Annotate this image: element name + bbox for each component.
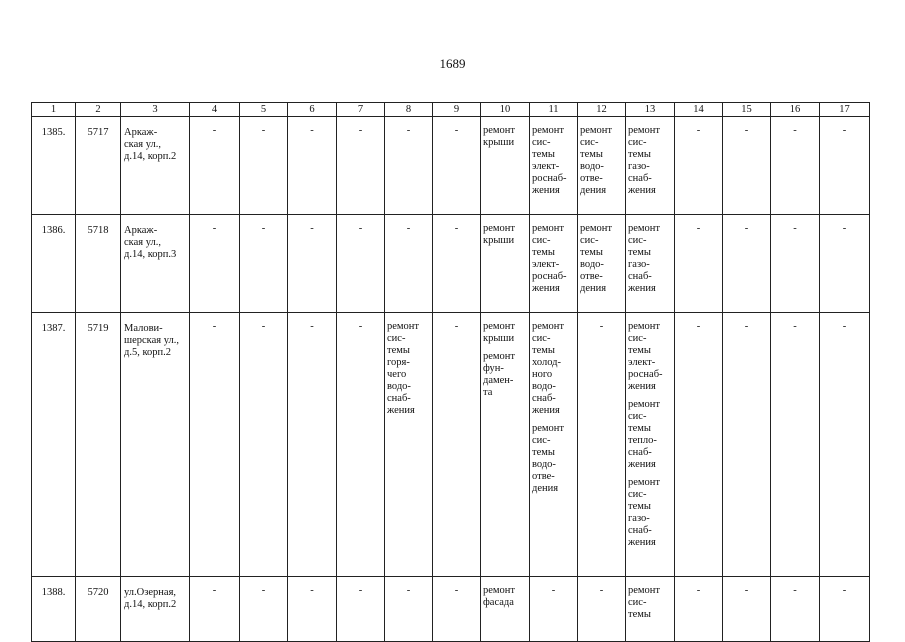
col-header: 2 — [76, 103, 121, 117]
cell-c14: - — [675, 313, 723, 577]
col-header: 1 — [32, 103, 76, 117]
building-address: Аркаж- ская ул., д.14, корп.2 — [121, 117, 190, 215]
row-number: 1386. — [32, 215, 76, 313]
cell-c14: - — [675, 117, 723, 215]
work-item: ремонт сис- темы газо- снаб- жения — [628, 223, 661, 294]
building-code: 5718 — [76, 215, 121, 313]
col-header: 4 — [190, 103, 240, 117]
col-header: 7 — [337, 103, 385, 117]
col-header: 17 — [820, 103, 870, 117]
work-cell-c8 — [385, 215, 433, 313]
cell-c4: - — [190, 117, 240, 215]
work-cell-c12 — [578, 577, 626, 642]
work-item: ремонт крыши — [483, 223, 516, 246]
cell-c4: - — [190, 577, 240, 642]
work-cell-c12 — [578, 215, 626, 313]
work-cell-c12 — [578, 117, 626, 215]
work-item: ремонт сис- темы холод- ного водо- снаб- жения — [532, 321, 565, 416]
work-item: ремонт сис- темы газо- снаб- жения — [628, 125, 661, 196]
work-cell-c11 — [530, 577, 578, 642]
cell-c7: - — [337, 117, 385, 215]
row-number: 1388. — [32, 577, 76, 642]
col-header: 8 — [385, 103, 433, 117]
table-row — [32, 577, 870, 642]
work-item: ремонт сис- темы горя- чего водо- снаб- жения — [387, 321, 420, 416]
cell-c9: - — [433, 577, 481, 642]
work-cell-c8 — [385, 313, 433, 577]
building-code: 5719 — [76, 313, 121, 577]
cell-c7: - — [337, 313, 385, 577]
col-header: 16 — [771, 103, 820, 117]
work-item: - — [599, 321, 604, 332]
work-item: ремонт крыши — [483, 321, 516, 344]
work-cell-c8 — [385, 577, 433, 642]
col-header: 5 — [240, 103, 288, 117]
cell-c5: - — [240, 215, 288, 313]
cell-c6: - — [288, 577, 337, 642]
work-item: - — [551, 585, 556, 596]
building-address: Малови- шерская ул., д.5, корп.2 — [121, 313, 190, 577]
building-address: Аркаж- ская ул., д.14, корп.3 — [121, 215, 190, 313]
work-item: ремонт фасада — [483, 585, 516, 608]
col-header: 9 — [433, 103, 481, 117]
col-header: 14 — [675, 103, 723, 117]
cell-c6: - — [288, 313, 337, 577]
cell-c17: - — [820, 117, 870, 215]
work-item: ремонт сис- темы водо- отве- дения — [580, 223, 613, 294]
work-item: - — [406, 223, 411, 234]
col-header: 15 — [723, 103, 771, 117]
work-cell-c10 — [481, 313, 530, 577]
table-row — [32, 313, 870, 577]
cell-c5: - — [240, 577, 288, 642]
work-cell-c13 — [626, 117, 675, 215]
work-item: ремонт сис- темы элект- роснаб- жения — [628, 321, 663, 392]
table-row — [32, 117, 870, 215]
cell-c5: - — [240, 313, 288, 577]
col-header: 12 — [578, 103, 626, 117]
work-cell-c13 — [626, 215, 675, 313]
row-number: 1387. — [32, 313, 76, 577]
work-item: ремонт сис- темы газо- снаб- жения — [628, 477, 661, 548]
work-item: ремонт сис- темы элект- роснаб- жения — [532, 125, 567, 196]
cell-c15: - — [723, 313, 771, 577]
work-cell-c10 — [481, 117, 530, 215]
cell-c7: - — [337, 577, 385, 642]
col-header: 6 — [288, 103, 337, 117]
cell-c14: - — [675, 215, 723, 313]
cell-c9: - — [433, 117, 481, 215]
cell-c17: - — [820, 215, 870, 313]
work-item: ремонт сис- темы — [628, 585, 661, 620]
col-header: 10 — [481, 103, 530, 117]
cell-c16: - — [771, 117, 820, 215]
repair-schedule-table — [31, 102, 870, 642]
building-code: 5720 — [76, 577, 121, 642]
page-number: 1689 — [439, 56, 466, 71]
cell-c17: - — [820, 577, 870, 642]
work-item: ремонт фун- дамен- та — [483, 351, 516, 398]
cell-c16: - — [771, 313, 820, 577]
work-item: - — [406, 125, 411, 136]
cell-c4: - — [190, 215, 240, 313]
cell-c16: - — [771, 215, 820, 313]
cell-c9: - — [433, 313, 481, 577]
cell-c15: - — [723, 215, 771, 313]
cell-c5: - — [240, 117, 288, 215]
work-cell-c10 — [481, 577, 530, 642]
row-number: 1385. — [32, 117, 76, 215]
work-item: ремонт крыши — [483, 125, 516, 148]
work-cell-c13 — [626, 577, 675, 642]
work-cell-c11 — [530, 117, 578, 215]
work-cell-c12 — [578, 313, 626, 577]
work-cell-c13 — [626, 313, 675, 577]
cell-c15: - — [723, 117, 771, 215]
cell-c7: - — [337, 215, 385, 313]
building-code: 5717 — [76, 117, 121, 215]
building-address: ул.Озерная, д.14, корп.2 — [121, 577, 190, 642]
work-item: ремонт сис- темы водо- отве- дения — [580, 125, 613, 196]
work-cell-c8 — [385, 117, 433, 215]
cell-c4: - — [190, 313, 240, 577]
cell-c6: - — [288, 215, 337, 313]
work-item: ремонт сис- темы элект- роснаб- жения — [532, 223, 567, 294]
col-header: 3 — [121, 103, 190, 117]
work-cell-c11 — [530, 313, 578, 577]
cell-c16: - — [771, 577, 820, 642]
cell-c17: - — [820, 313, 870, 577]
table-row — [32, 215, 870, 313]
work-item: - — [599, 585, 604, 596]
work-item: ремонт сис- темы тепло- снаб- жения — [628, 399, 661, 470]
work-item: ремонт сис- темы водо- отве- дения — [532, 423, 565, 494]
work-cell-c11 — [530, 215, 578, 313]
cell-c14: - — [675, 577, 723, 642]
cell-c9: - — [433, 215, 481, 313]
header-row — [32, 103, 870, 117]
col-header: 11 — [530, 103, 578, 117]
work-cell-c10 — [481, 215, 530, 313]
work-item: - — [406, 585, 411, 596]
cell-c6: - — [288, 117, 337, 215]
cell-c15: - — [723, 577, 771, 642]
col-header: 13 — [626, 103, 675, 117]
